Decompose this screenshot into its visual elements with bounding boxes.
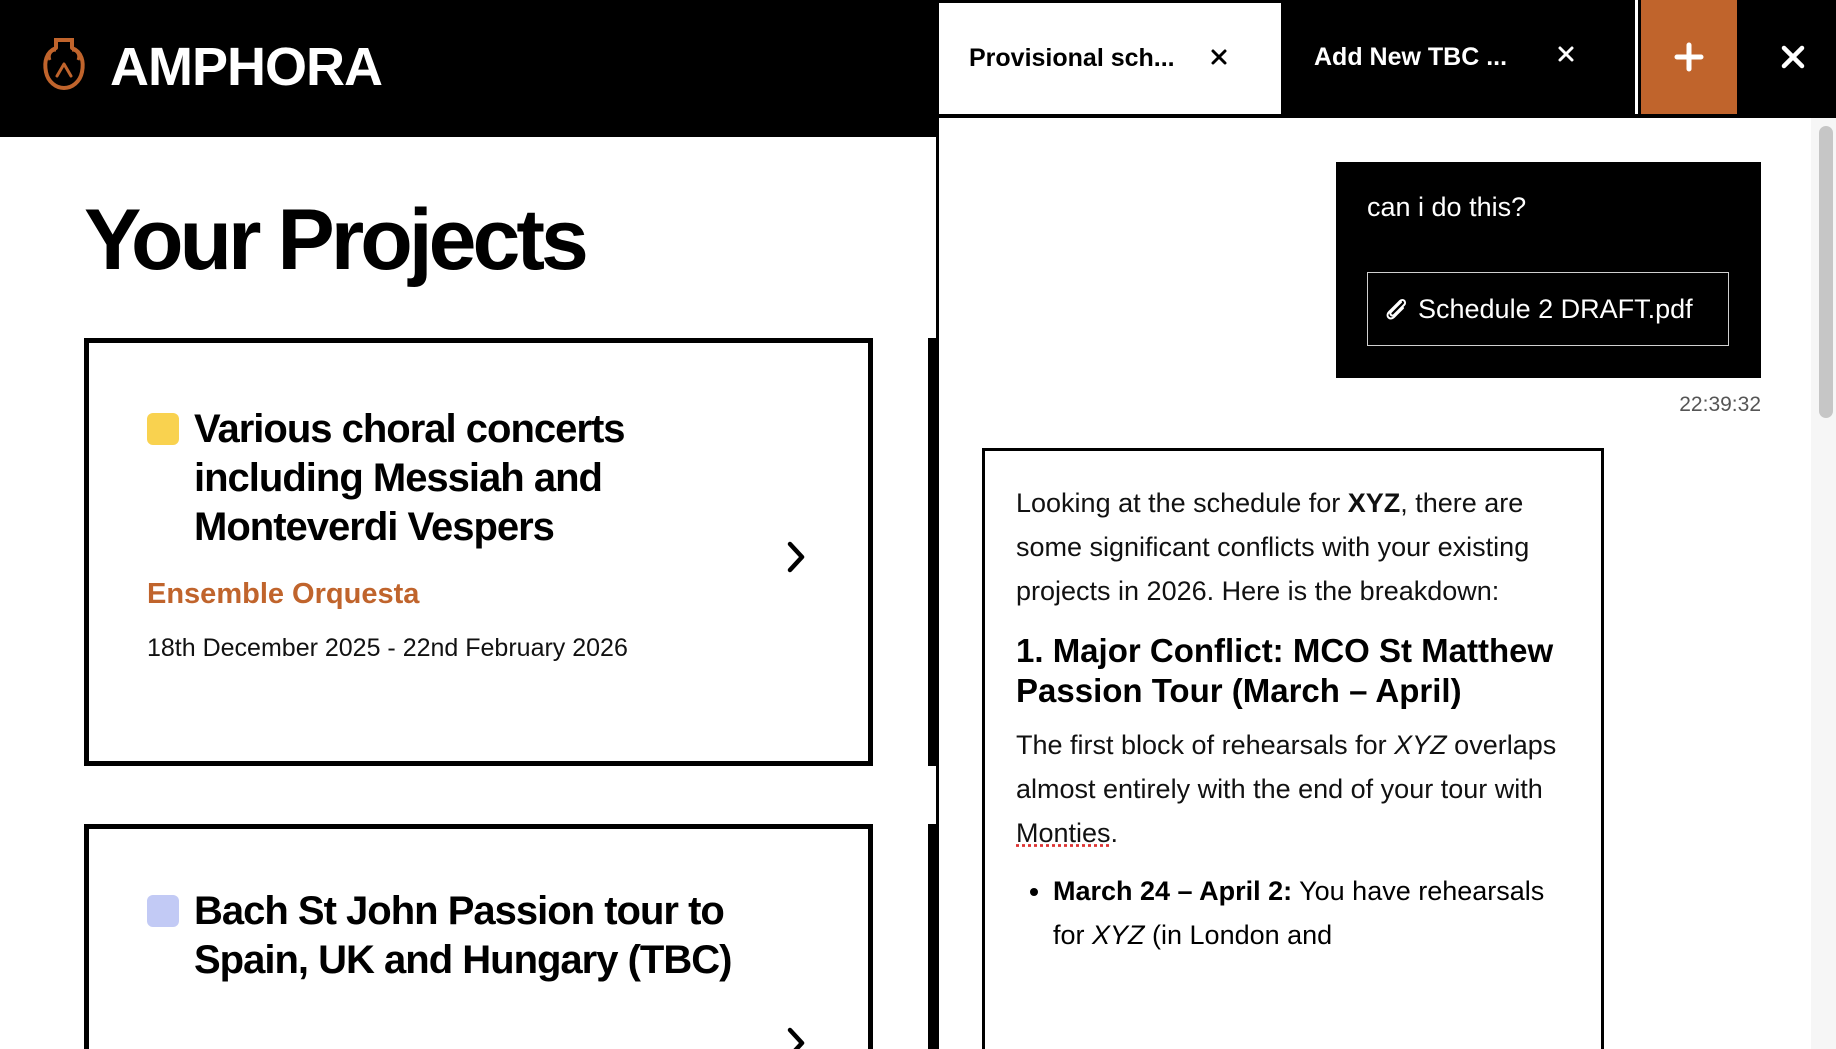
attachment-chip[interactable] — [1367, 272, 1729, 346]
close-icon — [1778, 42, 1808, 72]
chat-scrollbar[interactable] — [1811, 118, 1836, 1049]
project-title: Bach St John Passion tour to Spain, UK and Hungary (TBC) — [194, 889, 732, 982]
page-title: Your Projects — [84, 192, 585, 288]
user-message-bubble — [1336, 162, 1761, 378]
new-tab-button[interactable] — [1641, 0, 1737, 114]
user-message-text: can i do this? — [1367, 192, 1527, 222]
tab-label: Provisional sch... — [969, 44, 1175, 72]
assistant-heading: 1. Major Conflict: MCO St Matthew Passion Tour (March – April) — [1016, 632, 1554, 709]
app-header — [0, 0, 936, 137]
chat-panel — [936, 0, 1836, 1049]
assistant-bullet-list — [1016, 869, 1570, 957]
tab-bar — [939, 0, 1836, 118]
amphora-logo-icon[interactable] — [40, 36, 88, 92]
project-color-swatch — [147, 895, 179, 927]
chevron-right-icon[interactable] — [781, 539, 811, 575]
tab-label: Add New TBC ... — [1314, 42, 1508, 71]
project-title: Various choral concerts including Messiah and Monteverdi Vespers — [194, 407, 625, 549]
close-panel-button[interactable] — [1747, 0, 1836, 114]
close-icon[interactable] — [1205, 43, 1233, 71]
assistant-paragraph: The first block of rehearsals for XYZ overlaps almost entirely with the end of your tour with Monties. — [1016, 730, 1557, 848]
list-item: • March 24 – April 2: You have rehearsals for XYZ (in London and — [1053, 869, 1570, 957]
attachment-filename: Schedule 2 DRAFT.pdf — [1418, 293, 1693, 324]
project-color-swatch — [147, 413, 179, 445]
assistant-intro: Looking at the schedule for XYZ, there are some significant conflicts with your existing projects in 2026. Here is the breakdown: — [1016, 488, 1530, 606]
assistant-message-bubble — [982, 448, 1604, 1049]
tab-add-new-tbc[interactable] — [1281, 0, 1631, 114]
project-card[interactable] — [84, 824, 873, 1049]
tab-separator — [1635, 0, 1638, 114]
chat-thread[interactable] — [939, 118, 1811, 1049]
chevron-right-icon[interactable] — [781, 1025, 811, 1049]
project-organisation: Ensemble Orquesta — [147, 578, 420, 610]
paperclip-icon — [1380, 293, 1412, 325]
tab-provisional-schedule[interactable] — [939, 0, 1281, 114]
project-card[interactable] — [84, 338, 873, 766]
plus-icon — [1674, 42, 1704, 72]
app-title: AMPHORA — [110, 37, 382, 97]
close-icon[interactable] — [1552, 40, 1580, 68]
card-shadow-divider — [928, 338, 936, 766]
message-timestamp: 22:39:32 — [1679, 393, 1761, 416]
project-dates: 18th December 2025 - 22nd February 2026 — [147, 634, 628, 662]
card-shadow-divider — [928, 824, 936, 1049]
scrollbar-thumb[interactable] — [1819, 126, 1833, 418]
